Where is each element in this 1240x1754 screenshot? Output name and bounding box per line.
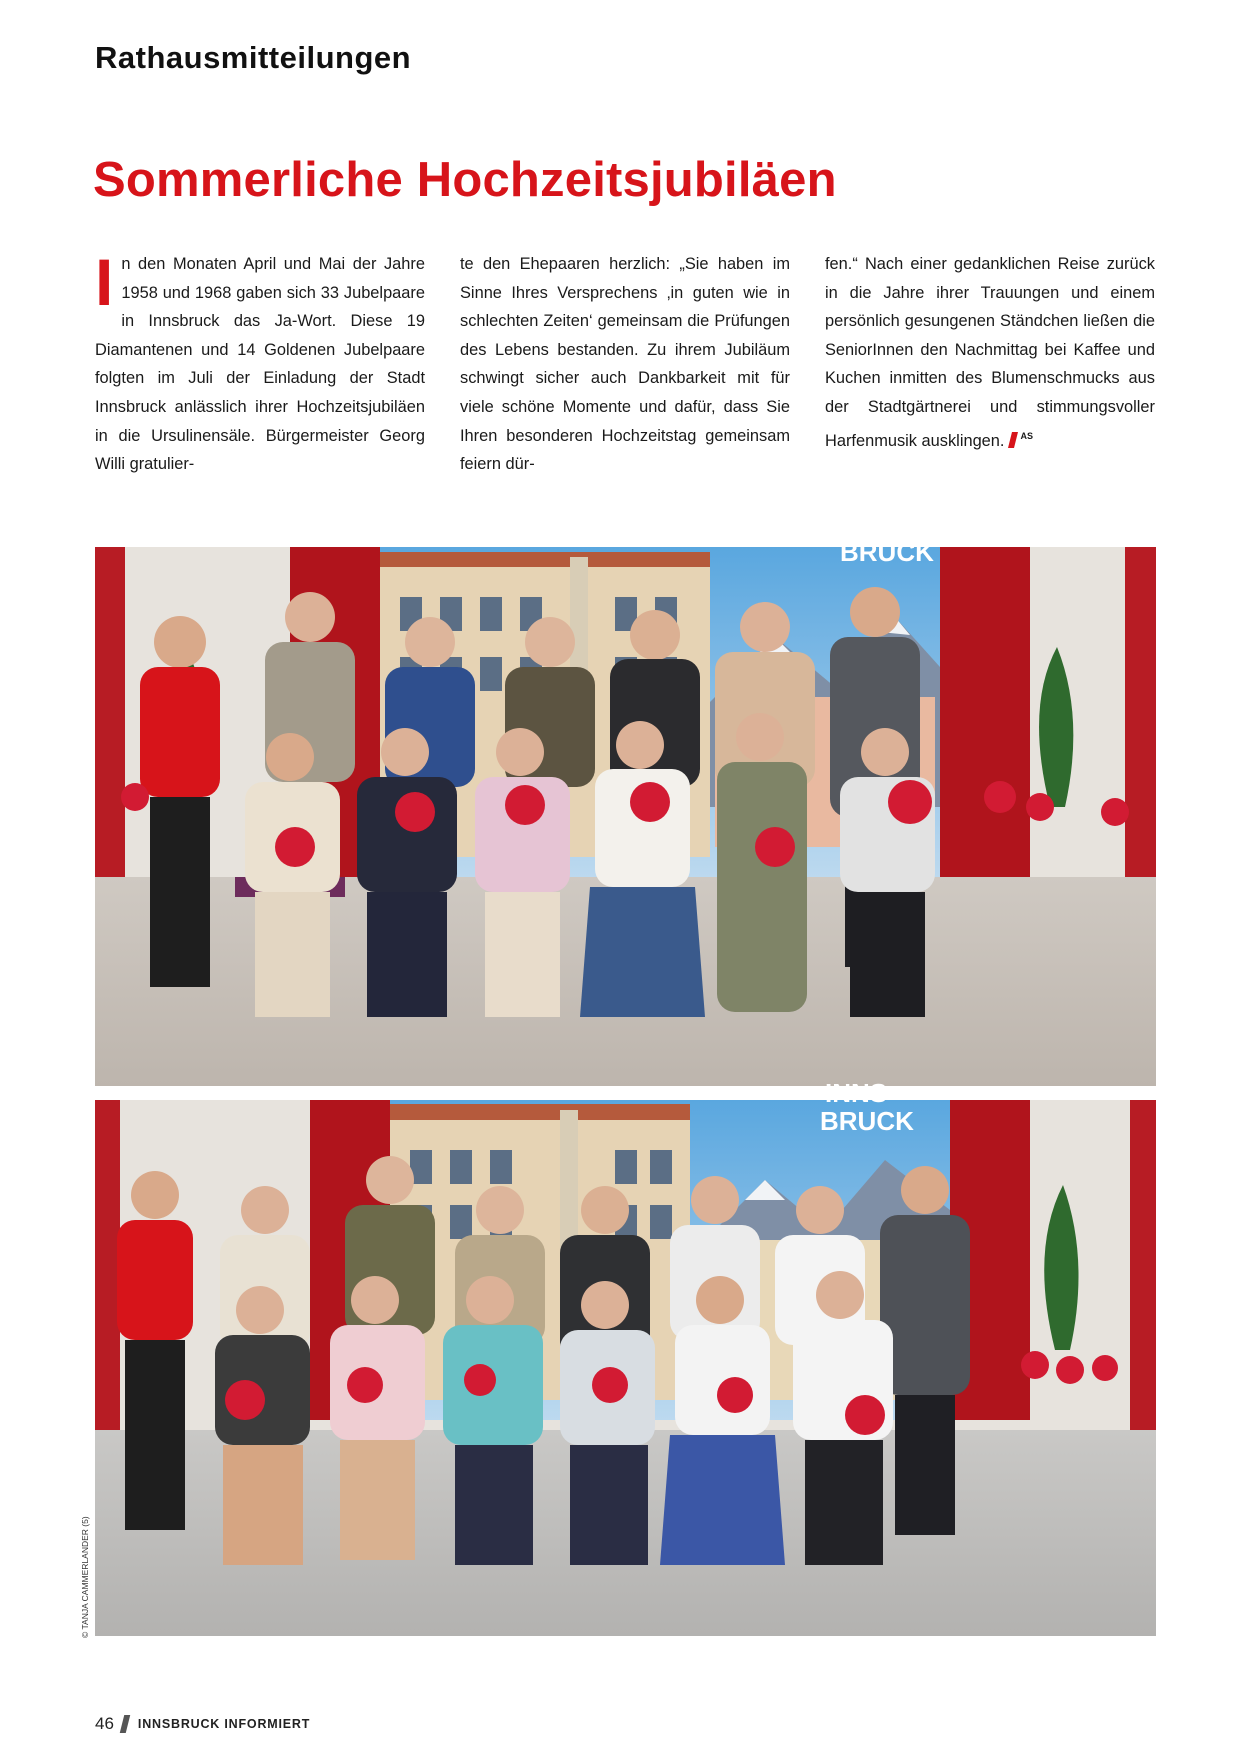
group-photo-2-image [95, 1078, 1156, 1636]
drop-cap: I [95, 245, 114, 319]
article-column-2 [460, 250, 790, 480]
group-photo-2 [95, 1078, 1156, 1636]
article-column-3 [825, 250, 1155, 480]
author-initials: AS [1020, 430, 1033, 441]
column-2-text: te den Ehepaaren herzlich: „Sie haben im Sinne Ihres Versprechens ‚in guten wie in schlechten Zeiten‘ gemeinsam die Prüfungen des Lebens bestanden. Zu ihrem Jubiläum schwingt sicher auch Dankbarkeit mit für viele schöne Momente und dafür, dass Sie Ihren besonderen Hochzeitstag gemeinsam feiern dür- [460, 255, 790, 474]
group-photo-1 [95, 537, 1156, 1086]
page-number: 46 [95, 1714, 114, 1733]
photo-1-backdrop-text: BRUCK [840, 537, 934, 567]
publication-name: INNSBRUCK INFORMIERT [137, 1717, 311, 1731]
column-1-text: n den Monaten April und Mai der Jahre 1958 und 1968 gaben sich 33 Jubelpaare in Innsbruck das Ja-Wort. Diese 19 Diamantenen und 14 Goldenen Jubelpaare folgten im Juli der Einladung der Stadt Innsbruck anlässlich ihrer Hochzeitsjubiläen in die Ursulinensäle. Bürgermeister Georg Willi gratulier- [95, 255, 425, 474]
photo-2-backdrop-text-top: INNS [825, 1078, 888, 1108]
group-photo-1-image [95, 537, 1156, 1086]
section-label: Rathausmitteilungen [95, 40, 412, 75]
photo-2-backdrop-text: BRUCK [820, 1106, 914, 1136]
photo-credit-text: © TANJA CAMMERLANDER (5) [80, 1516, 90, 1638]
photo-credit [80, 1516, 90, 1648]
article-body [95, 245, 1155, 480]
article-column-1 [95, 245, 425, 480]
end-mark-icon [1008, 432, 1018, 448]
article-title: Sommerliche Hochzeitsjubiläen [93, 153, 837, 207]
column-3-text: fen.“ Nach einer gedanklichen Reise zurück in die Jahre ihrer Trauungen und einem persönlich gesungenen Ständchen ließen die SeniorInnen den Nachmittag bei Kaffee und Kuchen inmitten des Blumenschmucks aus der Stadtgärtnerei und stimmungsvoller Harfenmusik ausklingen. [825, 255, 1155, 450]
footer-slash-icon [120, 1715, 130, 1733]
page-footer [95, 1714, 310, 1734]
